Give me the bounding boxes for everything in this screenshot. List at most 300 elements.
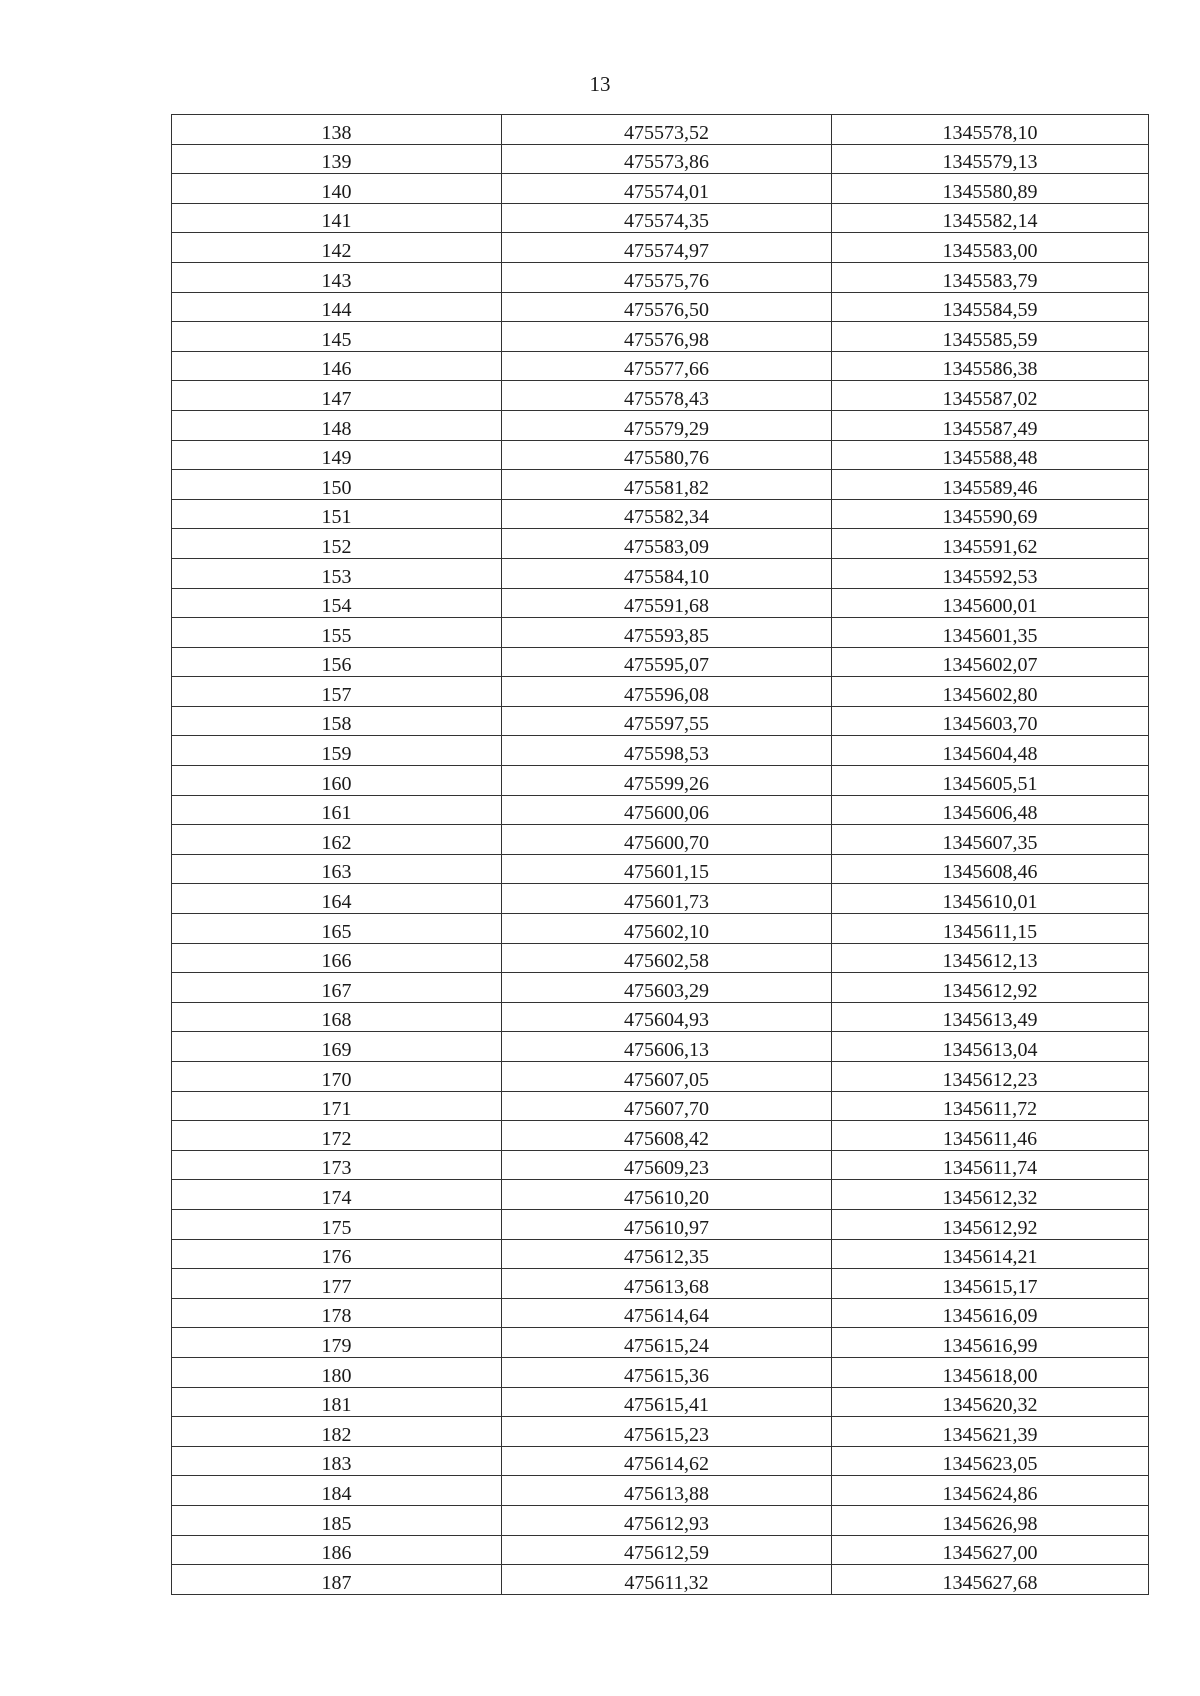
x-coordinate-text: 475604,93	[624, 1009, 709, 1032]
table-row	[172, 203, 1149, 233]
point-number-cell	[172, 115, 502, 145]
x-coordinate-cell	[502, 825, 832, 855]
y-coordinate-text: 1345586,38	[942, 358, 1038, 381]
point-number-cell	[172, 174, 502, 204]
point-number-text: 142	[321, 239, 352, 262]
y-coordinate-cell	[832, 1269, 1149, 1299]
table-row	[172, 1062, 1149, 1092]
x-coordinate-text: 475615,24	[624, 1334, 709, 1357]
x-coordinate-text: 475596,08	[624, 683, 709, 706]
point-number-cell	[172, 736, 502, 766]
point-number-cell	[172, 1121, 502, 1151]
table-row	[172, 1091, 1149, 1121]
y-coordinate-text: 1345605,51	[942, 772, 1038, 795]
point-number-cell	[172, 1269, 502, 1299]
y-coordinate-cell	[832, 736, 1149, 766]
y-coordinate-cell	[832, 410, 1149, 440]
y-coordinate-cell	[832, 1298, 1149, 1328]
x-coordinate-cell	[502, 1476, 832, 1506]
x-coordinate-text: 475614,62	[624, 1453, 709, 1476]
x-coordinate-cell	[502, 1091, 832, 1121]
point-number-text: 163	[321, 861, 352, 884]
point-number-cell	[172, 470, 502, 500]
point-number-text: 150	[321, 476, 352, 499]
y-coordinate-text: 1345591,62	[942, 535, 1038, 558]
x-coordinate-cell	[502, 262, 832, 292]
x-coordinate-text: 475584,10	[624, 565, 709, 588]
x-coordinate-cell	[502, 1032, 832, 1062]
point-number-text: 181	[321, 1394, 352, 1417]
table-row	[172, 115, 1149, 145]
y-coordinate-cell	[832, 1417, 1149, 1447]
x-coordinate-cell	[502, 174, 832, 204]
y-coordinate-text: 1345624,86	[942, 1482, 1038, 1505]
y-coordinate-cell	[832, 499, 1149, 529]
x-coordinate-text: 475600,06	[624, 802, 709, 825]
y-coordinate-cell	[832, 381, 1149, 411]
y-coordinate-text: 1345606,48	[942, 802, 1038, 825]
point-number-text: 167	[321, 979, 352, 1002]
point-number-cell	[172, 854, 502, 884]
x-coordinate-cell	[502, 292, 832, 322]
x-coordinate-text: 475613,68	[624, 1275, 709, 1298]
point-number-text: 166	[321, 950, 352, 973]
x-coordinate-cell	[502, 499, 832, 529]
point-number-text: 155	[321, 624, 352, 647]
x-coordinate-text: 475602,10	[624, 920, 709, 943]
point-number-cell	[172, 1209, 502, 1239]
point-number-text: 171	[321, 1098, 352, 1121]
y-coordinate-cell	[832, 1328, 1149, 1358]
x-coordinate-cell	[502, 381, 832, 411]
x-coordinate-cell	[502, 440, 832, 470]
x-coordinate-cell	[502, 144, 832, 174]
y-coordinate-cell	[832, 588, 1149, 618]
y-coordinate-cell	[832, 262, 1149, 292]
table-row	[172, 706, 1149, 736]
x-coordinate-text: 475611,32	[624, 1571, 709, 1594]
x-coordinate-cell	[502, 470, 832, 500]
point-number-cell	[172, 1032, 502, 1062]
table-row	[172, 943, 1149, 973]
point-number-text: 151	[321, 506, 352, 529]
table-row	[172, 351, 1149, 381]
x-coordinate-cell	[502, 1298, 832, 1328]
point-number-text: 187	[321, 1571, 352, 1594]
point-number-cell	[172, 825, 502, 855]
x-coordinate-text: 475610,20	[624, 1186, 709, 1209]
y-coordinate-text: 1345616,99	[942, 1334, 1038, 1357]
table-row	[172, 174, 1149, 204]
point-number-cell	[172, 618, 502, 648]
table-row	[172, 1121, 1149, 1151]
table-row	[172, 825, 1149, 855]
y-coordinate-text: 1345612,92	[942, 979, 1038, 1002]
y-coordinate-cell	[832, 1180, 1149, 1210]
point-number-cell	[172, 1535, 502, 1565]
x-coordinate-text: 475612,35	[624, 1246, 709, 1269]
y-coordinate-cell	[832, 1002, 1149, 1032]
y-coordinate-text: 1345580,89	[942, 180, 1038, 203]
y-coordinate-cell	[832, 558, 1149, 588]
point-number-text: 152	[321, 535, 352, 558]
point-number-text: 140	[321, 180, 352, 203]
x-coordinate-text: 475606,13	[624, 1039, 709, 1061]
point-number-text: 176	[321, 1246, 352, 1269]
y-coordinate-text: 1345611,15	[942, 920, 1038, 943]
y-coordinate-cell	[832, 647, 1149, 677]
x-coordinate-cell	[502, 233, 832, 263]
table-row	[172, 1328, 1149, 1358]
coordinates-table-body	[172, 115, 1149, 1595]
y-coordinate-text: 1345612,32	[942, 1186, 1038, 1209]
point-number-text: 147	[321, 387, 352, 410]
table-row	[172, 914, 1149, 944]
point-number-cell	[172, 351, 502, 381]
point-number-text: 144	[321, 299, 352, 322]
y-coordinate-cell	[832, 1565, 1149, 1595]
table-row	[172, 322, 1149, 352]
x-coordinate-text: 475602,58	[624, 950, 709, 973]
point-number-cell	[172, 706, 502, 736]
point-number-text: 183	[321, 1453, 352, 1476]
table-row	[172, 1417, 1149, 1447]
point-number-cell	[172, 1239, 502, 1269]
table-row	[172, 470, 1149, 500]
table-row	[172, 1032, 1149, 1062]
point-number-cell	[172, 1298, 502, 1328]
y-coordinate-text: 1345612,13	[942, 950, 1038, 973]
point-number-cell	[172, 529, 502, 559]
y-coordinate-cell	[832, 618, 1149, 648]
x-coordinate-text: 475580,76	[624, 447, 709, 470]
y-coordinate-cell	[832, 115, 1149, 145]
x-coordinate-cell	[502, 677, 832, 707]
table-row	[172, 1535, 1149, 1565]
x-coordinate-cell	[502, 706, 832, 736]
point-number-cell	[172, 914, 502, 944]
x-coordinate-text: 475579,29	[624, 417, 709, 440]
x-coordinate-text: 475582,34	[624, 506, 709, 529]
x-coordinate-text: 475607,05	[624, 1068, 709, 1091]
y-coordinate-text: 1345589,46	[942, 476, 1038, 499]
y-coordinate-text: 1345592,53	[942, 565, 1038, 588]
point-number-text: 161	[321, 802, 352, 825]
table-row	[172, 973, 1149, 1003]
y-coordinate-text: 1345603,70	[942, 713, 1038, 736]
y-coordinate-text: 1345583,79	[942, 269, 1038, 292]
table-row	[172, 1565, 1149, 1595]
point-number-text: 139	[321, 151, 352, 174]
x-coordinate-text: 475574,35	[624, 210, 709, 233]
y-coordinate-cell	[832, 203, 1149, 233]
x-coordinate-cell	[502, 1505, 832, 1535]
point-number-cell	[172, 884, 502, 914]
x-coordinate-cell	[502, 647, 832, 677]
point-number-text: 172	[321, 1127, 352, 1150]
y-coordinate-cell	[832, 529, 1149, 559]
point-number-cell	[172, 322, 502, 352]
point-number-text: 149	[321, 447, 352, 470]
table-row	[172, 618, 1149, 648]
x-coordinate-cell	[502, 736, 832, 766]
y-coordinate-text: 1345587,02	[942, 387, 1038, 410]
point-number-cell	[172, 1091, 502, 1121]
y-coordinate-cell	[832, 973, 1149, 1003]
x-coordinate-text: 475608,42	[624, 1127, 709, 1150]
point-number-text: 180	[321, 1364, 352, 1387]
table-row	[172, 854, 1149, 884]
y-coordinate-cell	[832, 1446, 1149, 1476]
point-number-text: 153	[321, 565, 352, 588]
coordinates-table	[171, 114, 1149, 1595]
point-number-cell	[172, 766, 502, 796]
x-coordinate-text: 475595,07	[624, 654, 709, 677]
y-coordinate-cell	[832, 766, 1149, 796]
x-coordinate-cell	[502, 766, 832, 796]
point-number-text: 179	[321, 1334, 352, 1357]
x-coordinate-cell	[502, 618, 832, 648]
point-number-cell	[172, 144, 502, 174]
table-row	[172, 410, 1149, 440]
x-coordinate-cell	[502, 529, 832, 559]
y-coordinate-text: 1345601,35	[942, 624, 1038, 647]
point-number-text: 174	[321, 1186, 352, 1209]
point-number-cell	[172, 410, 502, 440]
point-number-cell	[172, 943, 502, 973]
point-number-text: 178	[321, 1305, 352, 1328]
point-number-text: 145	[321, 328, 352, 351]
y-coordinate-cell	[832, 854, 1149, 884]
point-number-text: 170	[321, 1068, 352, 1091]
x-coordinate-cell	[502, 943, 832, 973]
y-coordinate-text: 1345613,04	[942, 1039, 1038, 1061]
point-number-text: 182	[321, 1423, 352, 1446]
point-number-text: 169	[321, 1039, 352, 1061]
table-row	[172, 1239, 1149, 1269]
x-coordinate-text: 475600,70	[624, 831, 709, 854]
table-row	[172, 588, 1149, 618]
y-coordinate-cell	[832, 1387, 1149, 1417]
point-number-cell	[172, 1180, 502, 1210]
point-number-text: 165	[321, 920, 352, 943]
y-coordinate-text: 1345579,13	[942, 151, 1038, 174]
y-coordinate-cell	[832, 1505, 1149, 1535]
x-coordinate-text: 475575,76	[624, 269, 709, 292]
y-coordinate-text: 1345611,72	[942, 1098, 1038, 1121]
y-coordinate-text: 1345607,35	[942, 831, 1038, 854]
y-coordinate-cell	[832, 1121, 1149, 1151]
y-coordinate-text: 1345602,80	[942, 683, 1038, 706]
table-row	[172, 1505, 1149, 1535]
point-number-text: 148	[321, 417, 352, 440]
point-number-cell	[172, 381, 502, 411]
x-coordinate-text: 475601,15	[624, 861, 709, 884]
point-number-text: 158	[321, 713, 352, 736]
y-coordinate-cell	[832, 825, 1149, 855]
x-coordinate-text: 475591,68	[624, 595, 709, 618]
table-row	[172, 144, 1149, 174]
y-coordinate-cell	[832, 706, 1149, 736]
y-coordinate-text: 1345612,92	[942, 1216, 1038, 1239]
x-coordinate-cell	[502, 115, 832, 145]
point-number-cell	[172, 1565, 502, 1595]
y-coordinate-text: 1345602,07	[942, 654, 1038, 677]
x-coordinate-text: 475615,23	[624, 1423, 709, 1446]
point-number-cell	[172, 203, 502, 233]
point-number-cell	[172, 233, 502, 263]
y-coordinate-text: 1345608,46	[942, 861, 1038, 884]
y-coordinate-cell	[832, 884, 1149, 914]
point-number-cell	[172, 795, 502, 825]
point-number-cell	[172, 558, 502, 588]
x-coordinate-text: 475614,64	[624, 1305, 709, 1328]
y-coordinate-text: 1345610,01	[942, 891, 1038, 914]
table-row	[172, 440, 1149, 470]
table-row	[172, 1387, 1149, 1417]
y-coordinate-cell	[832, 1209, 1149, 1239]
y-coordinate-text: 1345585,59	[942, 328, 1038, 351]
x-coordinate-text: 475613,88	[624, 1482, 709, 1505]
x-coordinate-text: 475612,59	[624, 1542, 709, 1565]
y-coordinate-text: 1345588,48	[942, 447, 1038, 470]
x-coordinate-text: 475574,97	[624, 239, 709, 262]
x-coordinate-cell	[502, 203, 832, 233]
x-coordinate-cell	[502, 410, 832, 440]
x-coordinate-cell	[502, 558, 832, 588]
y-coordinate-cell	[832, 440, 1149, 470]
y-coordinate-cell	[832, 914, 1149, 944]
x-coordinate-text: 475573,52	[624, 121, 709, 144]
point-number-cell	[172, 973, 502, 1003]
x-coordinate-cell	[502, 1446, 832, 1476]
point-number-cell	[172, 588, 502, 618]
table-row	[172, 1298, 1149, 1328]
y-coordinate-text: 1345627,68	[942, 1571, 1038, 1594]
table-row	[172, 884, 1149, 914]
x-coordinate-cell	[502, 1002, 832, 1032]
y-coordinate-text: 1345611,46	[942, 1127, 1038, 1150]
x-coordinate-text: 475573,86	[624, 151, 709, 174]
y-coordinate-text: 1345616,09	[942, 1305, 1038, 1328]
point-number-text: 185	[321, 1512, 352, 1535]
point-number-text: 184	[321, 1482, 352, 1505]
y-coordinate-text: 1345613,49	[942, 1009, 1038, 1032]
point-number-cell	[172, 1417, 502, 1447]
table-row	[172, 1209, 1149, 1239]
y-coordinate-text: 1345614,21	[942, 1246, 1038, 1269]
x-coordinate-cell	[502, 854, 832, 884]
point-number-text: 141	[321, 210, 352, 233]
point-number-text: 154	[321, 595, 352, 618]
point-number-text: 177	[321, 1275, 352, 1298]
x-coordinate-cell	[502, 884, 832, 914]
x-coordinate-text: 475601,73	[624, 891, 709, 914]
y-coordinate-cell	[832, 795, 1149, 825]
table-row	[172, 677, 1149, 707]
point-number-text: 157	[321, 683, 352, 706]
x-coordinate-cell	[502, 1357, 832, 1387]
y-coordinate-cell	[832, 233, 1149, 263]
x-coordinate-cell	[502, 322, 832, 352]
point-number-cell	[172, 292, 502, 322]
point-number-cell	[172, 499, 502, 529]
table-row	[172, 1002, 1149, 1032]
x-coordinate-cell	[502, 351, 832, 381]
y-coordinate-cell	[832, 1239, 1149, 1269]
point-number-text: 186	[321, 1542, 352, 1565]
y-coordinate-cell	[832, 470, 1149, 500]
x-coordinate-cell	[502, 1239, 832, 1269]
x-coordinate-text: 475593,85	[624, 624, 709, 647]
x-coordinate-cell	[502, 1269, 832, 1299]
y-coordinate-cell	[832, 322, 1149, 352]
table-row	[172, 795, 1149, 825]
x-coordinate-cell	[502, 1180, 832, 1210]
x-coordinate-cell	[502, 1565, 832, 1595]
point-number-text: 162	[321, 831, 352, 854]
x-coordinate-text: 475576,50	[624, 299, 709, 322]
table-row	[172, 1476, 1149, 1506]
table-row	[172, 1446, 1149, 1476]
point-number-text: 160	[321, 772, 352, 795]
table-row	[172, 262, 1149, 292]
y-coordinate-text: 1345611,74	[942, 1157, 1038, 1180]
point-number-text: 143	[321, 269, 352, 292]
y-coordinate-text: 1345587,49	[942, 417, 1038, 440]
x-coordinate-cell	[502, 973, 832, 1003]
y-coordinate-text: 1345582,14	[942, 210, 1038, 233]
table-row	[172, 766, 1149, 796]
y-coordinate-text: 1345590,69	[942, 506, 1038, 529]
point-number-cell	[172, 1476, 502, 1506]
point-number-cell	[172, 262, 502, 292]
point-number-cell	[172, 1150, 502, 1180]
point-number-text: 159	[321, 743, 352, 766]
table-row	[172, 736, 1149, 766]
y-coordinate-cell	[832, 943, 1149, 973]
table-row	[172, 1150, 1149, 1180]
x-coordinate-cell	[502, 1209, 832, 1239]
y-coordinate-text: 1345623,05	[942, 1453, 1038, 1476]
y-coordinate-text: 1345578,10	[942, 121, 1038, 144]
x-coordinate-cell	[502, 1121, 832, 1151]
x-coordinate-text: 475581,82	[624, 476, 709, 499]
y-coordinate-cell	[832, 1535, 1149, 1565]
x-coordinate-text: 475615,41	[624, 1394, 709, 1417]
y-coordinate-cell	[832, 351, 1149, 381]
x-coordinate-cell	[502, 1328, 832, 1358]
x-coordinate-text: 475609,23	[624, 1157, 709, 1180]
x-coordinate-cell	[502, 1417, 832, 1447]
y-coordinate-cell	[832, 1032, 1149, 1062]
table-row	[172, 1269, 1149, 1299]
x-coordinate-cell	[502, 588, 832, 618]
point-number-text: 138	[321, 121, 352, 144]
point-number-cell	[172, 1505, 502, 1535]
point-number-cell	[172, 677, 502, 707]
x-coordinate-cell	[502, 1387, 832, 1417]
y-coordinate-cell	[832, 1150, 1149, 1180]
table-row	[172, 1357, 1149, 1387]
point-number-cell	[172, 1002, 502, 1032]
y-coordinate-cell	[832, 174, 1149, 204]
y-coordinate-text: 1345627,00	[942, 1542, 1038, 1565]
point-number-cell	[172, 1387, 502, 1417]
x-coordinate-text: 475599,26	[624, 772, 709, 795]
table-row	[172, 1180, 1149, 1210]
table-row	[172, 233, 1149, 263]
